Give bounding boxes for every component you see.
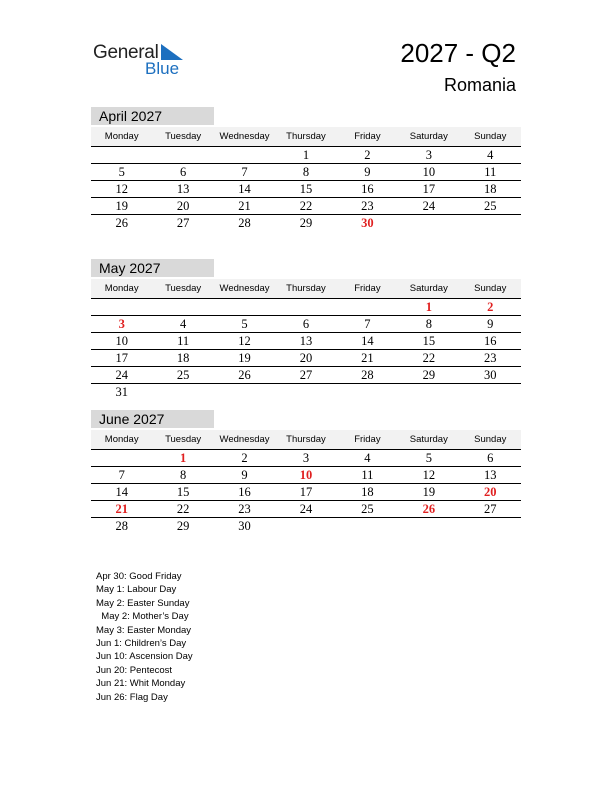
page-title: 2027 - Q2 — [400, 38, 516, 68]
week-row — [91, 214, 521, 231]
day-cell — [275, 517, 336, 534]
weekday-header: Friday — [337, 279, 398, 298]
day-cell: 4 — [460, 146, 521, 163]
weekday-header: Tuesday — [152, 127, 213, 146]
day-cell — [398, 214, 459, 231]
holiday-notes — [96, 570, 193, 704]
holiday-note: May 3: Easter Monday — [96, 624, 192, 636]
day-cell: 27 — [460, 500, 521, 517]
day-cell: 23 — [214, 500, 275, 517]
day-cell: 6 — [152, 163, 213, 180]
week-row — [91, 349, 521, 366]
holiday-note: May 2: Easter Sunday — [96, 597, 190, 609]
day-cell — [91, 449, 152, 466]
weekday-header: Saturday — [398, 127, 459, 146]
day-cell: 9 — [337, 163, 398, 180]
day-cell: 12 — [398, 466, 459, 483]
weekday-header: Sunday — [460, 127, 521, 146]
day-cell — [152, 383, 213, 400]
day-cell: 15 — [275, 180, 336, 197]
weekday-header: Wednesday — [214, 279, 275, 298]
week-row — [91, 466, 521, 483]
day-cell — [460, 383, 521, 400]
month-label: April 2027 — [91, 107, 214, 125]
holiday-note: Jun 21: Whit Monday — [96, 678, 186, 690]
weekday-header-row — [91, 430, 521, 449]
day-cell: 19 — [91, 197, 152, 214]
day-cell — [398, 517, 459, 534]
calendar-table — [91, 279, 521, 400]
day-cell: 20 — [275, 349, 336, 366]
day-cell: 24 — [91, 366, 152, 383]
day-cell — [337, 517, 398, 534]
day-cell: 22 — [275, 197, 336, 214]
week-row — [91, 315, 521, 332]
day-cell: 20 — [152, 197, 213, 214]
holiday-note: Jun 1: Children’s Day — [96, 638, 187, 650]
day-cell: 17 — [275, 483, 336, 500]
weekday-header: Friday — [337, 127, 398, 146]
day-cell — [152, 298, 213, 315]
week-row — [91, 332, 521, 349]
holiday-note: May 2: Mother’s Day — [96, 611, 189, 623]
day-cell: 18 — [152, 349, 213, 366]
day-cell: 29 — [176, 518, 190, 533]
day-cell: 15 — [398, 332, 459, 349]
weekday-header: Tuesday — [152, 430, 213, 449]
week-row — [91, 500, 521, 517]
day-cell: 24 — [398, 197, 459, 214]
day-cell: 5 — [214, 315, 275, 332]
day-cell: 21 — [91, 500, 152, 517]
weekday-header: Monday — [91, 127, 152, 146]
holiday-note: Jun 20: Pentecost — [96, 664, 173, 676]
brand-logo — [93, 40, 193, 80]
day-cell: 18 — [337, 483, 398, 500]
day-cell: 30 — [238, 518, 251, 533]
day-cell: 7 — [91, 466, 152, 483]
day-cell: 14 — [214, 180, 275, 197]
weekday-header: Saturday — [398, 279, 459, 298]
day-cell: 19 — [398, 483, 459, 500]
day-cell: 6 — [275, 315, 336, 332]
day-cell: 16 — [214, 483, 275, 500]
logo-triangle-icon — [161, 44, 183, 60]
holiday-note: Jun 10: Ascension Day — [96, 651, 193, 663]
calendar-table — [91, 430, 521, 534]
day-cell — [337, 298, 398, 315]
day-cell: 10 — [398, 163, 459, 180]
day-cell — [460, 517, 521, 534]
day-cell: 2 — [460, 298, 521, 315]
day-cell: 19 — [214, 349, 275, 366]
day-cell: 28 — [115, 518, 128, 533]
day-cell: 7 — [214, 163, 275, 180]
holiday-note: Jun 26: Flag Day — [96, 691, 168, 703]
day-cell: 10 — [91, 332, 152, 349]
day-cell: 7 — [337, 315, 398, 332]
day-cell: 31 — [115, 384, 128, 399]
weekday-header: Friday — [337, 430, 398, 449]
week-row — [91, 180, 521, 197]
day-cell: 10 — [275, 466, 336, 483]
day-cell: 21 — [214, 197, 275, 214]
weekday-header: Wednesday — [214, 430, 275, 449]
day-cell — [337, 383, 398, 400]
weekday-header: Tuesday — [152, 279, 213, 298]
day-cell: 9 — [214, 466, 275, 483]
day-cell: 22 — [152, 500, 213, 517]
day-cell: 3 — [91, 315, 152, 332]
day-cell: 11 — [337, 466, 398, 483]
day-cell: 3 — [398, 146, 459, 163]
day-cell: 26 — [398, 500, 459, 517]
week-row — [91, 197, 521, 214]
day-cell — [275, 298, 336, 315]
day-cell: 27 — [176, 215, 190, 230]
calendar-table — [91, 127, 521, 231]
day-cell: 21 — [337, 349, 398, 366]
week-row — [91, 383, 521, 400]
day-cell: 12 — [214, 332, 275, 349]
weekday-header: Saturday — [398, 430, 459, 449]
week-row — [91, 298, 521, 315]
day-cell: 17 — [398, 180, 459, 197]
day-cell: 16 — [460, 332, 521, 349]
day-cell — [214, 146, 275, 163]
weekday-header: Thursday — [275, 279, 336, 298]
holiday-note: Apr 30: Good Friday — [96, 571, 182, 582]
holiday-note: May 1: Labour Day — [96, 584, 177, 596]
day-cell: 13 — [460, 466, 521, 483]
day-cell: 12 — [91, 180, 152, 197]
week-row — [91, 483, 521, 500]
day-cell: 28 — [337, 366, 398, 383]
day-cell: 25 — [337, 500, 398, 517]
week-row — [91, 449, 521, 466]
day-cell: 18 — [460, 180, 521, 197]
day-cell: 27 — [275, 366, 336, 383]
month-label: June 2027 — [91, 410, 214, 428]
weekday-header: Thursday — [275, 430, 336, 449]
weekday-header: Sunday — [460, 279, 521, 298]
day-cell: 11 — [460, 163, 521, 180]
weekday-header: Thursday — [275, 127, 336, 146]
day-cell: 20 — [460, 483, 521, 500]
day-cell: 9 — [460, 315, 521, 332]
month-april — [91, 107, 521, 231]
day-cell: 5 — [398, 449, 459, 466]
day-cell: 1 — [152, 449, 213, 466]
day-cell — [214, 298, 275, 315]
week-row — [91, 163, 521, 180]
day-cell: 4 — [152, 315, 213, 332]
day-cell — [214, 383, 275, 400]
day-cell: 30 — [460, 366, 521, 383]
month-june — [91, 410, 521, 534]
day-cell — [398, 383, 459, 400]
weekday-header: Monday — [91, 430, 152, 449]
country-name: Romania — [443, 75, 516, 95]
day-cell — [275, 383, 336, 400]
day-cell: 4 — [337, 449, 398, 466]
day-cell: 25 — [152, 366, 213, 383]
day-cell: 11 — [152, 332, 213, 349]
day-cell: 26 — [214, 366, 275, 383]
week-row — [91, 517, 521, 534]
day-cell: 24 — [275, 500, 336, 517]
day-cell: 26 — [115, 215, 128, 230]
day-cell: 3 — [275, 449, 336, 466]
day-cell: 1 — [398, 298, 459, 315]
logo-blue-text: Blue — [145, 59, 180, 78]
weekday-header: Sunday — [460, 430, 521, 449]
day-cell: 1 — [275, 146, 336, 163]
month-label: May 2027 — [91, 259, 214, 277]
day-cell: 30 — [361, 215, 374, 230]
day-cell: 28 — [238, 215, 251, 230]
day-cell: 29 — [398, 366, 459, 383]
day-cell: 14 — [91, 483, 152, 500]
day-cell: 8 — [275, 163, 336, 180]
day-cell — [152, 146, 213, 163]
day-cell: 23 — [337, 197, 398, 214]
week-row — [91, 366, 521, 383]
day-cell: 2 — [337, 146, 398, 163]
weekday-header: Wednesday — [214, 127, 275, 146]
day-cell: 22 — [398, 349, 459, 366]
weekday-header: Monday — [91, 279, 152, 298]
day-cell: 15 — [152, 483, 213, 500]
weekday-header-row — [91, 279, 521, 298]
day-cell: 5 — [91, 163, 152, 180]
day-cell: 2 — [214, 449, 275, 466]
day-cell — [91, 146, 152, 163]
logo-general-text: General — [93, 42, 159, 63]
day-cell: 13 — [152, 180, 213, 197]
week-row — [91, 146, 521, 163]
day-cell: 23 — [460, 349, 521, 366]
day-cell: 25 — [460, 197, 521, 214]
day-cell: 6 — [460, 449, 521, 466]
day-cell: 16 — [337, 180, 398, 197]
day-cell — [91, 298, 152, 315]
month-may — [91, 259, 521, 400]
day-cell: 17 — [91, 349, 152, 366]
day-cell: 8 — [152, 466, 213, 483]
day-cell: 14 — [337, 332, 398, 349]
day-cell — [460, 214, 521, 231]
weekday-header-row — [91, 127, 521, 146]
day-cell: 8 — [398, 315, 459, 332]
day-cell: 13 — [275, 332, 336, 349]
day-cell: 29 — [299, 215, 313, 230]
